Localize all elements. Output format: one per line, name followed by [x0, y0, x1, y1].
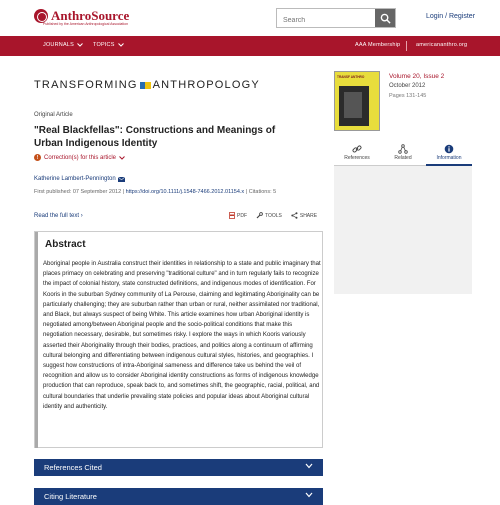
tab-information-label: Information — [436, 155, 462, 161]
nav-topics-label: TOPICS — [93, 42, 115, 48]
brand-name: AnthroSource — [51, 8, 130, 23]
nav-aaa-membership[interactable]: AAA Membership — [355, 42, 401, 48]
references-cited-accordion[interactable] — [34, 459, 323, 476]
journal-name-right: ANTHROPOLOGY — [152, 79, 260, 91]
doi-link[interactable]: https://doi.org/10.1111/j.1548-7466.2012.01154.x — [125, 189, 245, 195]
nav-divider — [406, 41, 407, 51]
journal-name-left: TRANSFORMING — [34, 79, 138, 91]
nav-americananthro[interactable]: americananthro.org — [416, 42, 468, 48]
cover-art — [339, 86, 369, 126]
info-icon — [444, 143, 454, 155]
meta-separator: | — [245, 189, 249, 195]
issue-date: October 2012 — [389, 83, 426, 89]
anthrosource-logo[interactable] — [34, 9, 129, 23]
citations-count[interactable]: Citations: 5 — [248, 189, 277, 195]
chevron-down-icon — [305, 492, 313, 498]
references-cited-label: References Cited — [44, 463, 102, 472]
share-icon — [291, 212, 298, 219]
published-date: First published: 07 September 2012 — [34, 189, 122, 195]
chevron-right-icon: › — [80, 213, 83, 219]
login-register-link[interactable]: Login / Register — [426, 13, 476, 20]
article-type: Original Article — [34, 112, 73, 118]
site-header — [0, 0, 500, 36]
main-navbar — [0, 36, 500, 56]
information-panel — [334, 166, 472, 294]
pdf-icon — [229, 212, 235, 219]
email-icon — [118, 177, 125, 182]
search-icon — [380, 13, 391, 24]
meta-separator: | — [122, 189, 126, 195]
chevron-down-icon — [118, 43, 124, 47]
nav-journals[interactable] — [43, 42, 83, 48]
tools-label: TOOLS — [265, 212, 282, 219]
chevron-down-icon — [119, 156, 125, 160]
author-name: Katherine Lambert-Pennington — [34, 176, 116, 182]
tab-related[interactable] — [380, 141, 426, 166]
pdf-label: PDF — [237, 212, 247, 219]
tab-information[interactable] — [426, 141, 472, 166]
author[interactable] — [34, 176, 125, 182]
cover-title: TRANSF ANTHRO — [337, 75, 365, 79]
tab-references-label: References — [344, 155, 370, 161]
article-title: "Real Blackfellas": Constructions and Meanings of Urban Indigenous Identity — [34, 125, 276, 149]
network-icon — [398, 143, 408, 155]
correction-toggle[interactable] — [34, 154, 125, 161]
search-button[interactable] — [375, 9, 395, 27]
abstract-accent-bar — [35, 232, 38, 448]
citing-literature-label: Citing Literature — [44, 492, 97, 501]
link-icon — [352, 143, 362, 155]
search-box — [276, 8, 396, 28]
publication-meta — [34, 189, 276, 195]
issue-pages: Pages 131-145 — [389, 93, 427, 99]
citing-literature-accordion[interactable] — [34, 488, 323, 505]
share-label: SHARE — [299, 212, 318, 219]
pdf-button[interactable] — [229, 212, 247, 219]
chevron-down-icon — [77, 43, 83, 47]
correction-label: Correction(s) for this article — [44, 154, 117, 161]
tools-button[interactable] — [256, 212, 282, 219]
brand-subtitle: Published by the American Anthropological Association — [43, 22, 129, 26]
abstract-heading: Abstract — [45, 239, 86, 250]
search-input[interactable] — [277, 12, 375, 30]
anthrosource-logo-icon — [34, 9, 48, 23]
alert-icon: ! — [34, 154, 41, 161]
chevron-down-icon — [305, 463, 313, 469]
nav-journals-label: JOURNALS — [43, 42, 74, 48]
abstract-text: Aboriginal people in Australia construct their identities in relationship to a state and public imaginary that places primacy on celebrating and preserving "traditional culture" and in turn regularly fails to recognize the impact of colonial history, state constructed definitions, and indigenous modes of identification. For Kooris in the suburban Sydney community of La Perouse, claiming and legitimating Aboriginality can be particularly challenging; they are suburban rather than urban or rural, neither assimilated nor traditional, and Black, but always suspect of being White. This article examines how urban Aboriginal identity is negotiated among/between Aboriginal people and the socio-political conditions that make this negotiation necessary, desirable, but sometimes risky. I explore the ways in which Kooris variously asserted their Aboriginality through their bodies, practices, and politics along a continuum of affirming cultural belonging and differentiating between indigenous cultural styles, histories, and geographies. I suggest how constructions of intra-Aboriginal sameness and difference take us behind the veil of recognition and allow us to consider Aboriginal identity constructions as forms of indigenous knowledge production that can reproduce, speak back to, and sometimes shift, the geographic, racial, political, and cultural boundaries that underlie prevailing state policies and popular ideas about Aboriginal cultural identity and authenticity. — [43, 261, 321, 410]
tab-related-label: Related — [394, 155, 412, 161]
journal-logo[interactable] — [34, 79, 260, 91]
read-full-text-link[interactable] — [34, 213, 83, 219]
side-tabs — [334, 141, 472, 166]
wrench-icon — [256, 212, 263, 219]
journal-cover-image[interactable] — [334, 71, 380, 131]
read-full-text-label: Read the full text — [34, 213, 80, 219]
abstract-section — [34, 231, 323, 448]
article-tools — [229, 212, 317, 219]
nav-topics[interactable] — [93, 42, 124, 48]
tab-references[interactable] — [334, 141, 380, 166]
aboriginal-flag-icon — [140, 82, 151, 89]
issue-link[interactable]: Volume 20, Issue 2 — [389, 73, 445, 80]
share-button[interactable] — [291, 212, 317, 219]
